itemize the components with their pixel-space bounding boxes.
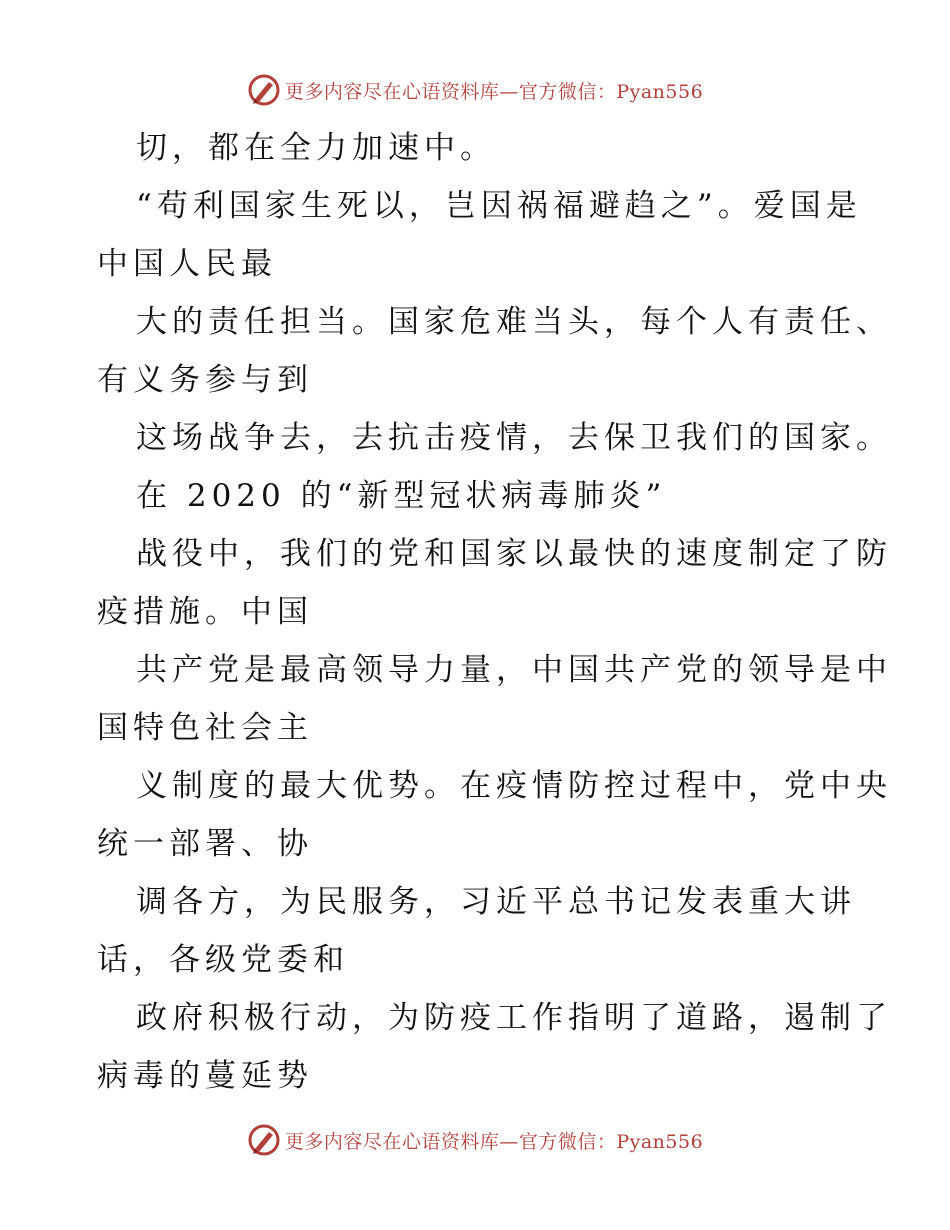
red-pen-logo-icon xyxy=(247,1123,281,1157)
body-line: 调各方，为民服务，习近平总书记发表重大讲 xyxy=(136,884,856,920)
header-banner-text: 更多内容尽在心语资料库—官方微信：Pyan556 xyxy=(284,80,704,103)
footer-banner-text: 更多内容尽在心语资料库—官方微信：Pyan556 xyxy=(284,1130,704,1153)
body-line: 政府积极行动，为防疫工作指明了道路，遏制了 xyxy=(136,1000,892,1036)
body-line: 病毒的蔓延势 xyxy=(97,1058,313,1094)
body-line: 话，各级党委和 xyxy=(97,942,349,978)
body-line: 这场战争去，去抗击疫情，去保卫我们的国家。 xyxy=(136,420,892,456)
body-line: 国特色社会主 xyxy=(97,710,313,746)
footer-banner xyxy=(0,1123,950,1157)
body-line: 统一部署、协 xyxy=(97,826,313,862)
body-line: 切，都在全力加速中。 xyxy=(136,130,496,166)
body-line: 义制度的最大优势。在疫情防控过程中，党中央 xyxy=(136,768,892,804)
body-line: 中国人民最 xyxy=(97,246,277,282)
body-line: 共产党是最高领导力量，中国共产党的领导是中 xyxy=(136,652,892,688)
body-line: 有义务参与到 xyxy=(97,362,313,398)
body-line: 战役中，我们的党和国家以最快的速度制定了防 xyxy=(136,536,892,572)
body-line: 疫措施。中国 xyxy=(97,594,313,630)
body-line: “苟利国家生死以，岂因祸福避趋之”。爱国是 xyxy=(136,188,862,224)
body-line: 大的责任担当。国家危难当头，每个人有责任、 xyxy=(136,304,892,340)
body-line: 在 2020 的“新型冠状病毒肺炎” xyxy=(136,478,667,514)
